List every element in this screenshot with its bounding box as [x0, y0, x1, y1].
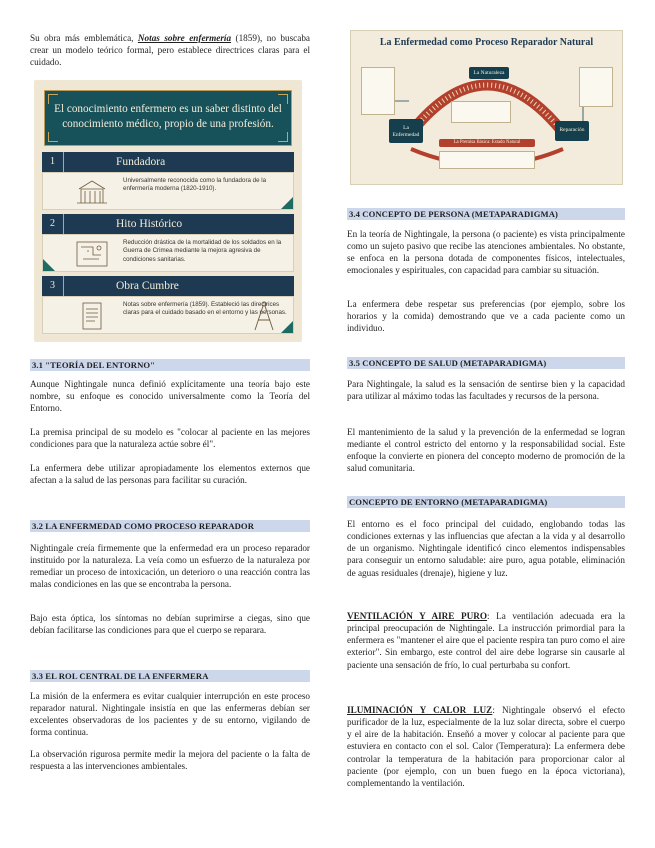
banner-text: El conocimiento enfermero es un saber distinto del conocimiento médico, propio de una profesión. — [54, 103, 282, 131]
entorno-heading: CONCEPTO DE ENTORNO (METAPARADIGMA) — [347, 496, 625, 508]
premise-note — [439, 151, 535, 169]
section-3-1-p3: La enfermera debe utilizar apropiadamente los elementos externos que afectan a la salud de las personas para facilitar su curación. — [30, 463, 310, 486]
row-number: 3 — [42, 276, 64, 296]
section-3-1-p1: Aunque Nightingale nunca definió explícitamente una teoría bajo este nombre, su enfoque es conocido universalmente como la Teoría del Entorno. — [30, 379, 310, 414]
section-3-3-heading: 3.3 EL ROL CENTRAL DE LA ENFERMERA — [30, 670, 310, 682]
architecture-icon — [73, 177, 111, 207]
row-number: 1 — [42, 152, 64, 172]
section-3-5-p2: El mantenimiento de la salud y la prevención de la enfermedad se logran mediante el control estricto del entorno y la responsabilidad social. Este enfoque la convierte en pionera del concepto moderno de promoción de la salud comunitaria. — [347, 427, 625, 474]
row-title: Obra Cumbre — [116, 280, 179, 292]
note-box-right — [579, 67, 613, 107]
section-3-1-p2: La premisa principal de su modelo es "colocar al paciente en las mejores condiciones para que la naturaleza actúe sobre él". — [30, 427, 310, 450]
note-box-left — [361, 67, 395, 115]
intro-pre: Su obra más emblemática, — [30, 33, 138, 43]
intro-post: (1859), no buscaba crear un modelo teórico formal, pero establece directrices claras para el cuidado. — [30, 33, 310, 68]
infographic-row-fundadora — [42, 152, 294, 210]
iluminacion-text: : Nightingale observó el efecto purificador de la luz, especialmente de la luz solar directa, sobre el cuerpo y el aire de la habitación. Enseñó a mover y colocar al paciente para que estuviera en contacto con el sol. Calor (Temperatura): La enfermera debe controlar la temperatura de la habitación para proporcionar calor al paciente (por ejemplo, con un buen fuego en la época victoriana), complementando la ventilación. — [347, 705, 625, 788]
node-enfermedad: La Enfermedad — [389, 119, 423, 143]
section-3-4-p1: En la teoría de Nightingale, la persona (o paciente) es vista principalmente como un sujeto pasivo que recibe las atenciones ambientales. No obstante, se enfoca en la persona dotada de componentes físicos, intelectuales, emocionales y espirituales, con capacidad para cambiar su situación. — [347, 229, 625, 276]
row-title: Fundadora — [116, 156, 166, 168]
section-3-4-p2: La enfermera debe respetar sus preferencias (por ejemplo, sobre los horarios y la comida) demostrando que ve a cada paciente como un individuo. — [347, 299, 625, 334]
section-3-2-p1: Nightingale creía firmemente que la enfermedad era un proceso reparador instituido por la naturaleza. La veía como un esfuerzo de la naturaleza por remediar un proceso de intoxicación, un deterioro o una reacción contra las malas condiciones en las que se encontraba la persona. — [30, 543, 310, 590]
ventilacion-paragraph — [347, 610, 625, 671]
document-icon — [73, 301, 111, 331]
infographic-banner — [44, 90, 292, 146]
reparative-process-diagram — [350, 30, 623, 185]
ventilacion-label: VENTILACIÓN Y AIRE PURO — [347, 611, 488, 621]
intro-paragraph — [30, 32, 310, 68]
section-3-2-heading: 3.2 LA ENFERMEDAD COMO PROCESO REPARADOR — [30, 520, 310, 532]
infographic-row-hito — [42, 214, 294, 272]
premise-bar: La Premisa Básica: Estado Natural — [439, 139, 535, 147]
section-3-3-p2: La observación rigurosa permite medir la mejora del paciente o la falta de respuesta a las intervenciones ambientales. — [30, 749, 310, 772]
diagram-title: La Enfermedad como Proceso Reparador Natural — [379, 37, 594, 48]
section-3-4-heading: 3.4 CONCEPTO DE PERSONA (METAPARADIGMA) — [347, 208, 625, 220]
section-3-1-heading: 3.1 "TEORÍA DEL ENTORNO" — [30, 359, 310, 371]
history-infographic — [34, 80, 302, 342]
iluminacion-paragraph — [347, 704, 625, 789]
row-text: Notas sobre enfermería (1859). Estableció las directrices claras para el cuidado basado en el entorno y las personas. — [123, 301, 287, 317]
map-icon — [73, 239, 111, 269]
row-title: Hito Histórico — [116, 218, 183, 230]
section-3-3-p1: La misión de la enfermera es evitar cualquier interrupción en este proceso reparador natural. Nightingale insistía en que las enfermeras debían ser excelentes observadoras de los pacientes y de su entorno, vigilando de forma continua. — [30, 691, 310, 738]
row-text: Reducción drástica de la mortalidad de los soldados en la Guerra de Crimea mediante la mejora agresiva de condiciones sanitarias. — [123, 239, 282, 263]
section-3-2-p2: Bajo esta óptica, los síntomas no debían suprimirse a ciegas, sino que debían facilitarse las condiciones para que el cuerpo se reparara. — [30, 613, 310, 636]
section-3-5-p1: Para Nightingale, la salud es la sensación de sentirse bien y la capacidad para utilizar al máximo todas las facultades y recursos de la persona. — [347, 379, 625, 402]
infographic-row-obra — [42, 276, 294, 334]
section-3-5-heading: 3.5 CONCEPTO DE SALUD (METAPARADIGMA) — [347, 357, 625, 369]
ventilacion-text: : La ventilación adecuada era la principal preocupación de Nightingale. La instrucción primordial para la enfermera es "mantener el aire que el paciente respira tan puro como el aire exterior". Sin embargo, este control del aire debe lograrse sin causarle al paciente una sensación de frío, lo cual perturbaba su confort. — [347, 611, 625, 670]
iluminacion-label: ILUMINACIÓN Y CALOR LUZ — [347, 705, 493, 715]
node-naturaleza: La Naturaleza — [469, 67, 509, 79]
compass-icon — [251, 300, 277, 332]
row-number: 2 — [42, 214, 64, 234]
intro-work-title: Notas sobre enfermería — [137, 33, 232, 43]
note-box-center — [451, 101, 511, 123]
node-reparacion: Reparación — [555, 121, 589, 141]
row-text: Universalmente reconocida como la fundadora de la enfermería moderna (1820-1910). — [123, 177, 267, 193]
entorno-p1: El entorno es el foco principal del cuidado, englobando todas las condiciones externas y las influencias que afectan a la vida y al desarrollo de un organismo. Nightingale identificó cinco elementos indispensables para conseguir un entorno saludable: aire puro, agua potable, eliminación de aguas residuales (drenaje), higiene y luz. — [347, 519, 625, 578]
